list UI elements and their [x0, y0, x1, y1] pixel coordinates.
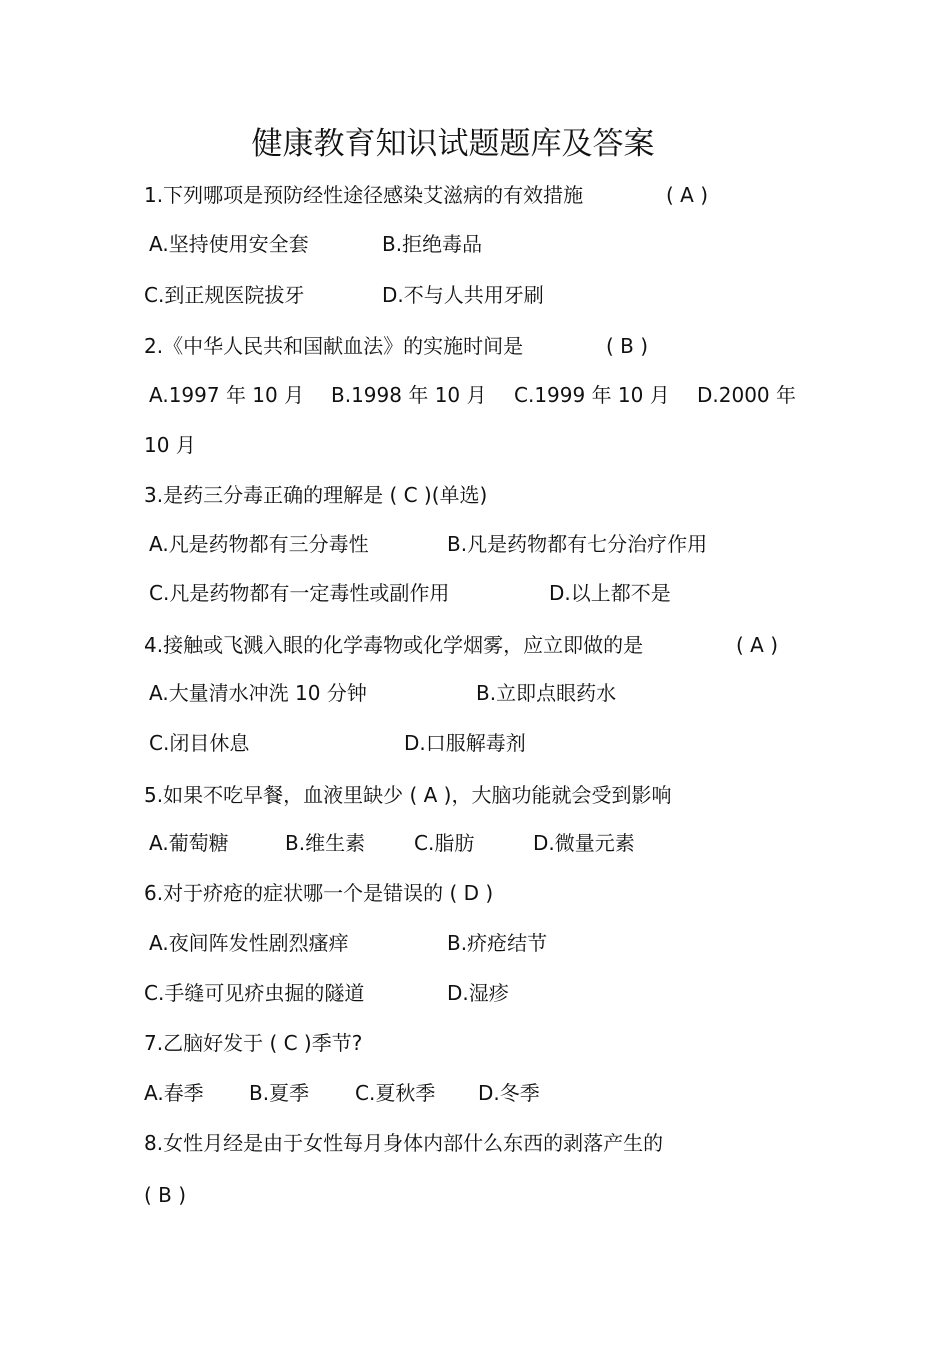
- option-d: D.口服解毒剂: [404, 731, 526, 755]
- option-c: C.闭目休息: [149, 731, 250, 755]
- option-b: B.疥疮结节: [447, 931, 548, 955]
- question-5-stem: 5.如果不吃早餐，血液里缺少 ( A )，大脑功能就会受到影响: [144, 783, 672, 807]
- option-a: A.1997 年 10 月: [149, 383, 305, 407]
- question-7-stem: 7.乙脑好发于 ( C )季节?: [144, 1031, 363, 1055]
- option-c: C.夏秋季: [355, 1081, 436, 1105]
- option-a: A.春季: [144, 1081, 204, 1105]
- option-d: D.以上都不是: [549, 581, 671, 605]
- option-b: B.立即点眼药水: [476, 681, 617, 705]
- option-d: D.不与人共用牙刷: [382, 283, 544, 307]
- question-1-answer: ( A ): [666, 183, 709, 207]
- option-c: C.脂肪: [414, 831, 475, 855]
- option-c: C.手缝可见疥虫掘的隧道: [144, 981, 365, 1005]
- option-b: B.维生素: [285, 831, 366, 855]
- question-4-answer: ( A ): [736, 633, 779, 657]
- option-d: D.湿疹: [447, 981, 509, 1005]
- question-2-answer: ( B ): [606, 334, 649, 358]
- option-d: D.微量元素: [533, 831, 635, 855]
- option-d: D.冬季: [478, 1081, 540, 1105]
- option-a: A.葡萄糖: [149, 831, 229, 855]
- option-c: C.凡是药物都有一定毒性或副作用: [149, 581, 450, 605]
- option-a: A.夜间阵发性剧烈瘙痒: [149, 931, 349, 955]
- option-c: C.1999 年 10 月: [514, 383, 670, 407]
- option-b: B.凡是药物都有七分治疗作用: [447, 532, 708, 556]
- option-b: B.夏季: [249, 1081, 310, 1105]
- option-d: D.2000 年: [697, 383, 797, 407]
- question-8-answer: ( B ): [144, 1183, 187, 1207]
- question-1-stem: 1.下列哪项是预防经性途径感染艾滋病的有效措施: [144, 183, 584, 207]
- option-d-continued: 10 月: [144, 433, 196, 457]
- option-a: A.大量清水冲洗 10 分钟: [149, 681, 367, 705]
- question-2-stem: 2.《中华人民共和国献血法》的实施时间是: [144, 334, 524, 358]
- question-6-stem: 6.对于疥疮的症状哪一个是错误的 ( D ): [144, 881, 494, 905]
- question-4-stem: 4.接触或飞溅入眼的化学毒物或化学烟雾，应立即做的是: [144, 633, 644, 657]
- page-title: 健康教育知识试题题库及答案: [251, 126, 655, 162]
- option-b: B.1998 年 10 月: [331, 383, 487, 407]
- option-c: C.到正规医院拔牙: [144, 283, 305, 307]
- option-a: A.坚持使用安全套: [149, 232, 309, 256]
- question-3-stem: 3.是药三分毒正确的理解是 ( C )(单选): [144, 483, 488, 507]
- question-8-stem: 8.女性月经是由于女性每月身体内部什么东西的剥落产生的: [144, 1131, 664, 1155]
- option-b: B.拒绝毒品: [382, 232, 483, 256]
- option-a: A.凡是药物都有三分毒性: [149, 532, 369, 556]
